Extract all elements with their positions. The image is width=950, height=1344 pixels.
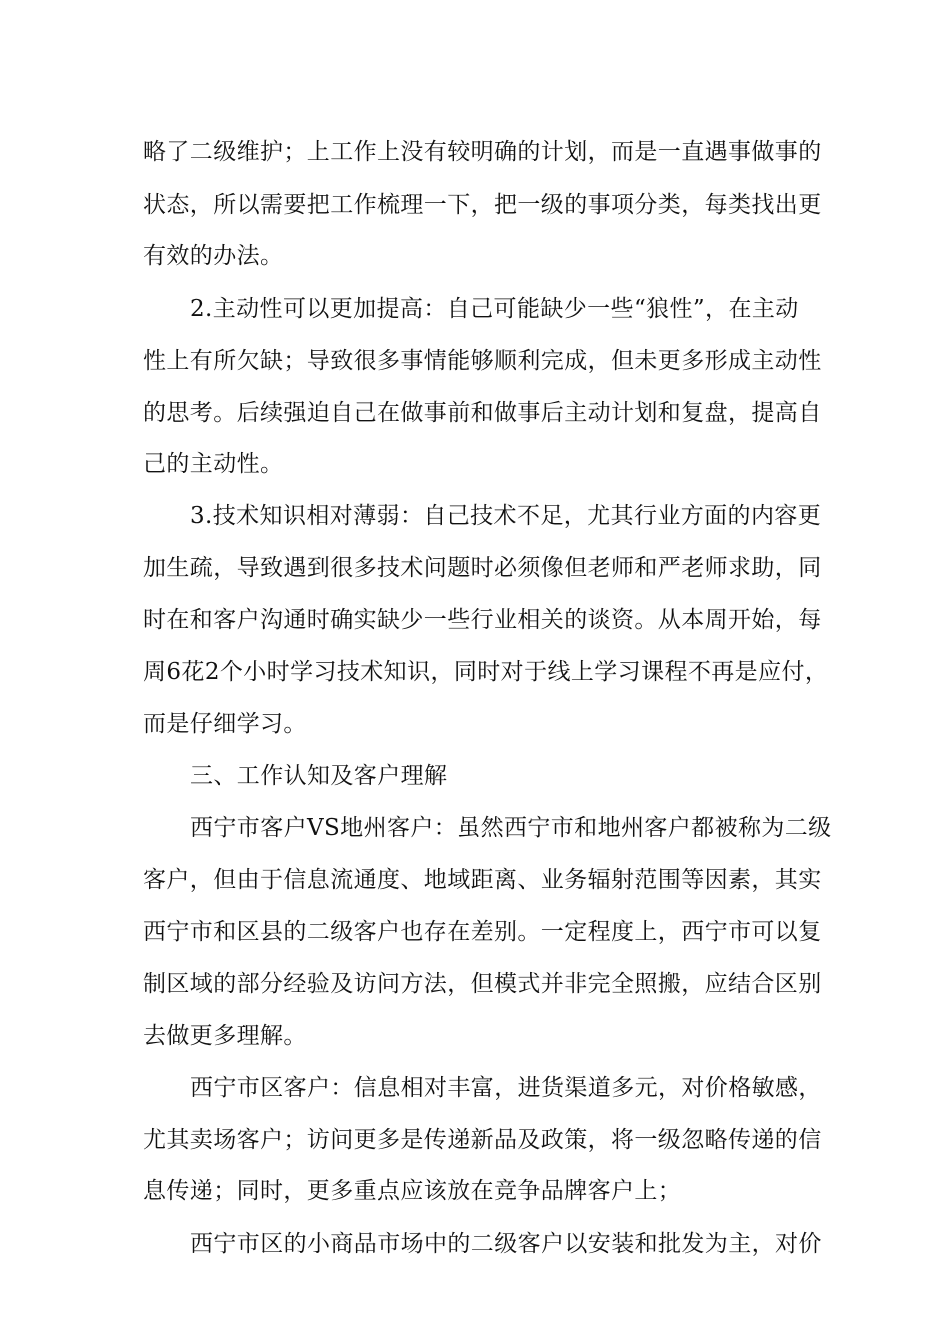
paragraph-start-line: 3.技术知识相对薄弱：自己技术不足，尤其行业方面的内容更 [190, 503, 822, 529]
text-line: 西宁市和区县的二级客户也存在差别。一定程度上，西宁市可以复 [143, 919, 822, 945]
section-heading: 三、工作认知及客户理解 [190, 763, 448, 789]
text-line: 息传递；同时，更多重点应该放在竞争品牌客户上； [143, 1178, 682, 1204]
text-line: 己的主动性。 [143, 451, 284, 477]
text-line: 尤其卖场客户；访问更多是传递新品及政策，将一级忽略传递的信 [143, 1127, 822, 1153]
text-line: 而是仔细学习。 [143, 711, 307, 737]
paragraph-start-line: 2.主动性可以更加提高：自己可能缺少一些“狼性”，在主动 [190, 296, 799, 322]
text-line: 时在和客户沟通时确实缺少一些行业相关的谈资。从本周开始，每 [143, 607, 822, 633]
text-line: 状态，所以需要把工作梳理一下，把一级的事项分类，每类找出更 [143, 192, 822, 218]
text-line: 略了二级维护；上工作上没有较明确的计划，而是一直遇事做事的 [143, 139, 822, 165]
text-line: 加生疏，导致遇到很多技术问题时必须像但老师和严老师求助，同 [143, 555, 822, 581]
paragraph-start-line: 西宁市区客户：信息相对丰富，进货渠道多元，对价格敏感， [190, 1075, 822, 1101]
text-line: 周6花2个小时学习技术知识，同时对于线上学习课程不再是应付， [143, 659, 829, 685]
text-line: 去做更多理解。 [143, 1023, 307, 1049]
paragraph-start-line: 西宁市客户VS地州客户：虽然西宁市和地州客户都被称为二级 [190, 815, 832, 841]
paragraph-start-line: 西宁市区的小商品市场中的二级客户以安装和批发为主，对价 [190, 1231, 822, 1257]
text-line: 客户，但由于信息流通度、地域距离、业务辐射范围等因素，其实 [143, 867, 822, 893]
text-line: 性上有所欠缺；导致很多事情能够顺利完成，但未更多形成主动性 [143, 348, 822, 374]
text-line: 有效的办法。 [143, 243, 284, 269]
text-line: 制区域的部分经验及访问方法，但模式并非完全照搬，应结合区别 [143, 971, 822, 997]
text-line: 的思考。后续强迫自己在做事前和做事后主动计划和复盘，提高自 [143, 400, 822, 426]
